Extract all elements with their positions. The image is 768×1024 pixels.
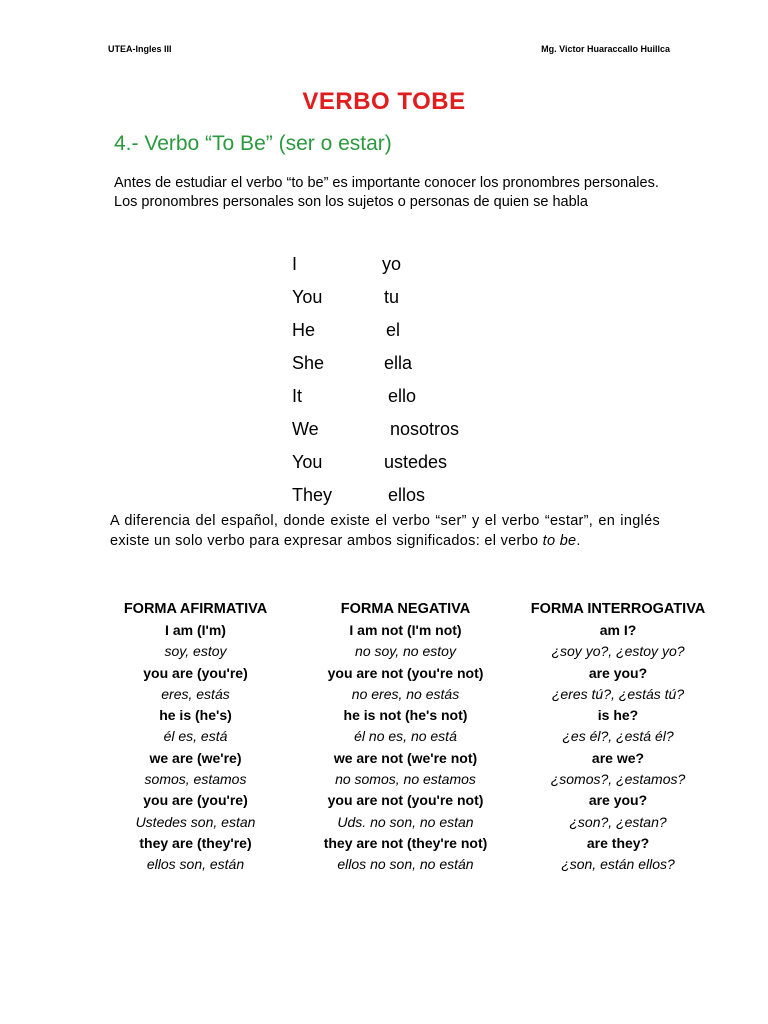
form-spanish: soy, estoy [164,643,227,660]
intro-line-1: Antes de estudiar el verbo “to be” es importante conocer los pronombres personales. [114,175,659,191]
form-spanish: ellos son, están [146,856,245,873]
form-english: are you? [588,792,648,809]
form-spanish: él no es, no está [354,728,457,745]
column-interrogative [513,598,723,876]
pronoun-en: It [292,386,303,406]
form-english: you are not (you're not) [327,792,484,809]
column-negative [308,598,503,876]
column-header: FORMA AFIRMATIVA [123,601,268,617]
form-english: is he? [597,707,639,724]
column-header: FORMA NEGATIVA [340,601,471,617]
form-english: are they? [586,834,650,851]
pronoun-row [292,283,532,316]
pronoun-en: He [292,320,316,340]
form-spanish: somos, estamos [144,771,247,788]
page-title: VERBO TOBE [302,88,466,115]
pronoun-es: yo [382,254,402,274]
pronoun-es: ustedes [384,452,448,472]
form-spanish: ¿somos?, ¿estamos? [550,771,686,788]
form-spanish: ¿soy yo?, ¿estoy yo? [551,643,685,660]
pronoun-row [292,316,532,349]
form-english: am I? [599,622,637,638]
form-english: he is (he's) [159,707,232,724]
form-english: you are not (you're not) [327,664,484,681]
pronoun-row [292,382,532,415]
header-right: Mg. Victor Huaraccallo Huillca [541,44,670,54]
form-spanish: eres, estás [161,685,230,702]
pronoun-en: They [292,485,333,505]
pronoun-en: You [292,452,323,472]
header-left: UTEA-Ingles III [108,44,172,54]
form-spanish: ¿son, están ellos? [561,856,675,873]
pronoun-es: tu [384,287,400,307]
form-english: we are not (we're not) [333,749,478,766]
pronoun-es: ello [388,386,417,406]
pronoun-row [292,415,532,448]
column-header: FORMA INTERROGATIVA [530,601,706,617]
explanation-paragraph [110,511,660,551]
form-spanish: ¿es él?, ¿está él? [562,728,674,745]
pronoun-en: We [292,419,319,439]
form-english: you are (you're) [143,664,248,681]
form-spanish: ¿eres tú?, ¿estás tú? [551,685,685,702]
pronoun-en: You [292,287,323,307]
form-english: he is not (he's not) [343,707,468,724]
form-spanish: él es, está [163,728,228,745]
form-english: I am not (I'm not) [349,622,462,638]
section-subtitle: 4.- Verbo “To Be” (ser o estar) [114,132,392,155]
form-spanish: Ustedes son, estan [135,813,256,830]
form-english: you are (you're) [143,792,248,809]
pronoun-es: nosotros [390,419,460,439]
form-english: are we? [591,749,645,766]
form-english: are you? [588,664,648,681]
column-affirmative [108,598,283,876]
form-spanish: no eres, no estás [351,685,460,702]
intro-paragraph [114,174,724,212]
form-spanish: no soy, no estoy [355,643,456,660]
explanation-end: . [576,533,581,549]
explanation-text: A diferencia del español, donde existe el verbo “ser” y el verbo “estar”, en inglés existe un solo verbo para expresar ambos significados: el verbo [110,513,660,549]
intro-line-2: Los pronombres personales son los sujetos o personas de quien se habla [114,194,588,210]
pronoun-row [292,349,532,382]
form-spanish: ¿son?, ¿estan? [569,813,667,830]
pronoun-row [292,250,532,283]
form-english: I am (I'm) [165,622,226,638]
pronoun-es: el [386,320,401,340]
pronoun-es: ellos [388,485,426,505]
pronoun-list [292,250,532,514]
form-spanish: ellos no son, no están [337,856,474,873]
form-english: we are (we're) [149,749,242,766]
pronoun-en: She [292,353,325,373]
form-spanish: no somos, no estamos [335,771,476,788]
pronoun-es: ella [384,353,413,373]
form-english: they are not (they're not) [323,834,488,851]
form-english: they are (they're) [139,834,252,851]
pronoun-en: I [292,254,298,274]
pronoun-row [292,448,532,481]
explanation-emphasis: to be [542,533,577,549]
pronoun-row [292,481,532,514]
form-spanish: Uds. no son, no estan [337,813,474,830]
